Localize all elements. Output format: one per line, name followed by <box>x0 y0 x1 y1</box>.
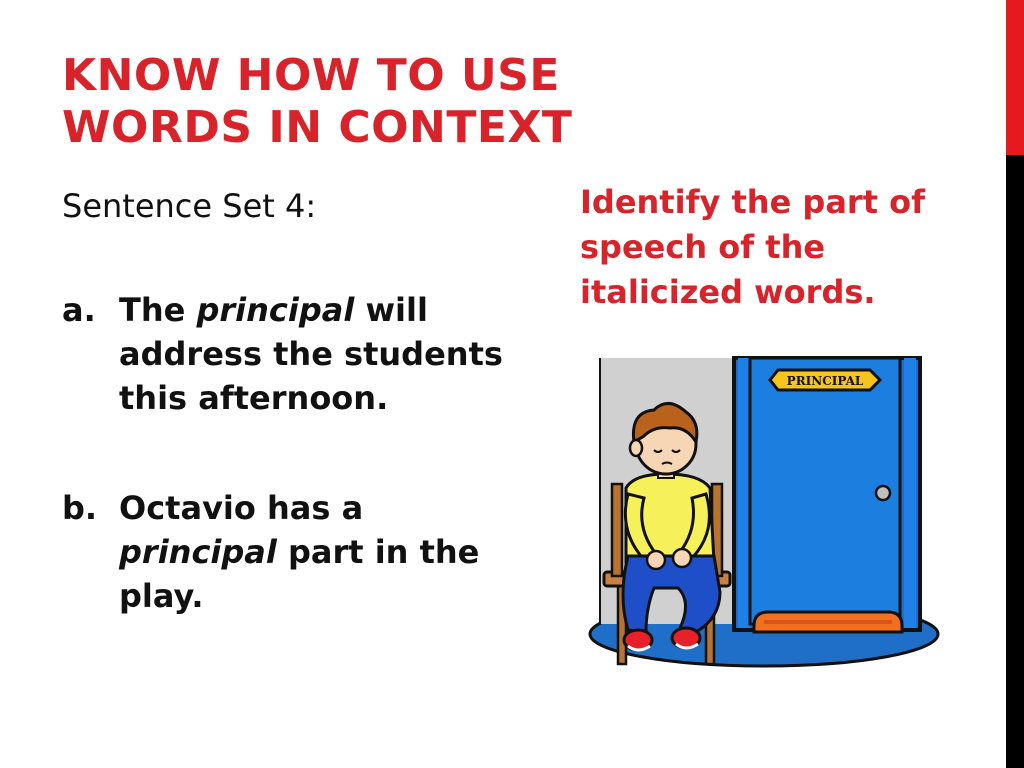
list-item <box>62 288 532 420</box>
sentence-set-label: Sentence Set 4: <box>62 187 317 225</box>
door-sign-label: PRINCIPAL <box>786 374 864 388</box>
list-marker: b. <box>62 489 98 527</box>
side-accent-bar-black <box>1006 155 1024 768</box>
boy-waiting-illustration <box>588 356 940 672</box>
slide-title <box>62 50 572 154</box>
side-accent-bar-red <box>1006 0 1024 155</box>
instruction-text: Identify the part of speech of the italicized words. <box>580 183 926 311</box>
sentence-text-before: The <box>119 291 197 329</box>
italic-word: principal <box>196 291 355 329</box>
list-marker: a. <box>62 291 96 329</box>
title-line-2: WORDS IN CONTEXT <box>62 102 573 153</box>
sentence-text-after: part in the play. <box>119 533 480 615</box>
italic-word: principal <box>119 533 277 571</box>
door-knob-icon <box>876 486 890 500</box>
sentence-set-body <box>62 184 532 684</box>
sentence-text-before: Octavio has a <box>119 489 364 527</box>
title-line-1: KNOW HOW TO USE <box>62 50 560 101</box>
door-sign <box>770 370 880 390</box>
list-item <box>62 486 532 618</box>
sentence-text-after: will address the students this afternoon. <box>119 291 503 417</box>
